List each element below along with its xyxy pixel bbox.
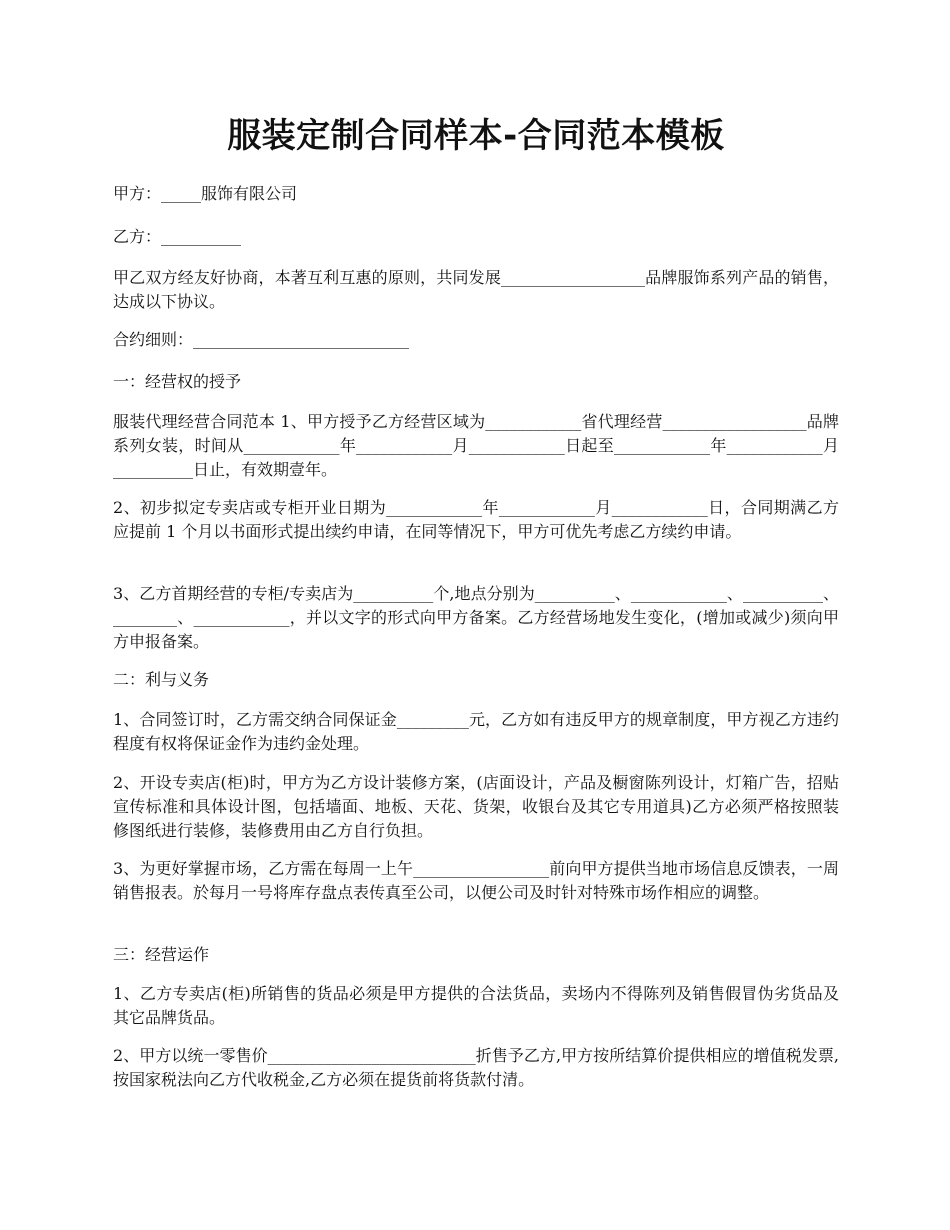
section-1-paragraph-2: 2、初步拟定专卖店或专柜开业日期为____________年____________月____________日，合同期满乙方应提前 1 个月以书面形式提出续约申请，在同等情况下，甲方可优先考虑乙方续约申请。 (113, 498, 839, 541)
intro-paragraph: 甲乙双方经友好协商，本著互利互惠的原则，共同发展__________________品牌服饰系列产品的销售，达成以下协议。 (113, 268, 839, 311)
section-1-paragraph-1: 服装代理经营合同范本 1、甲方授予乙方经营区域为____________省代理经营__________________品牌系列女装，时间从____________年____________月____________日起至____________年____________月__________日止，有效期壹年。 (113, 412, 839, 479)
section-3-heading: 三：经营运作 (113, 945, 210, 964)
party-b-line: 乙方：__________ (113, 227, 242, 246)
section-1-heading: 一：经营权的授予 (113, 372, 242, 391)
section-1-paragraph-3: 3、乙方首期经营的专柜/专卖店为__________个,地点分别为__________、____________、__________、________、____________，并以文字的形式向甲方备案。乙方经营场地发生变化，(增加或减少)须向甲方申报备案。 (113, 584, 839, 651)
section-3-paragraph-2: 2、甲方以统一零售价__________________________折售予乙方,甲方按所结算价提供相应的增值税发票,按国家税法向乙方代收税金,乙方必须在提货前将货款付清。 (113, 1046, 839, 1089)
party-a-line: 甲方：_____服饰有限公司 (113, 184, 298, 203)
section-2-paragraph-3: 3、为更好掌握市场，乙方需在每周一上午_________________前向甲方提供当地市场信息反馈表，一周销售报表。於每月一号将库存盘点表传真至公司，以便公司及时针对特殊市场作相应的调整。 (113, 859, 839, 902)
terms-heading: 合约细则：___________________________ (113, 330, 410, 349)
section-2-paragraph-1: 1、合同签订时，乙方需交纳合同保证金_________元，乙方如有违反甲方的规章制度，甲方视乙方违约程度有权将保证金作为违约金处理。 (113, 710, 839, 753)
section-2-heading: 二：利与义务 (113, 670, 210, 689)
document-title: 服装定制合同样本-合同范本模板 (227, 116, 725, 156)
section-3-paragraph-1: 1、乙方专卖店(柜)所销售的货品必须是甲方提供的合法货品，卖场内不得陈列及销售假冒伪劣货品及其它品牌货品。 (113, 984, 839, 1027)
section-2-paragraph-2: 2、开设专卖店(柜)时，甲方为乙方设计装修方案，(店面设计，产品及橱窗陈列设计，灯箱广告，招贴宣传标准和具体设计图，包括墙面、地板、天花、货架，收银台及其它专用道具)乙方必须严格按照装修图纸进行装修，装修费用由乙方自行负担。 (113, 773, 839, 840)
